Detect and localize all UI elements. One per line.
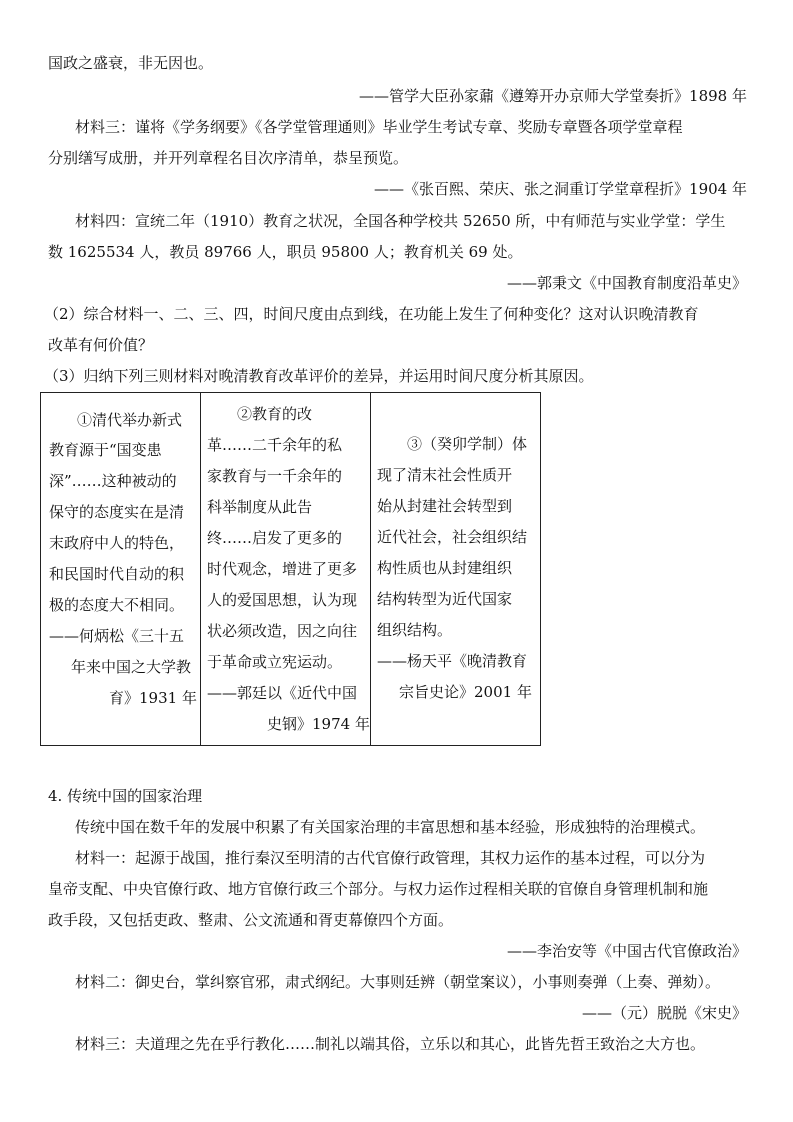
cell-line: 家教育与一千余年的 [207,467,343,485]
cell-line: 宗旨史论》2001 年 [399,683,532,701]
source-citation: ——郭秉文《中国教育制度沿革史》 [506,274,747,292]
cell-line: 和民国时代自动的积 [49,565,185,583]
cell-line: 革……二千余年的私 [207,436,343,454]
cell-line: 近代社会，社会组织结 [377,528,528,546]
source-citation: ——（元）脱脱《宋史》 [581,1004,747,1022]
cell-line: ②教育的改 [237,405,313,423]
material-one-line-2: 皇帝支配、中央官僚行政、地方官僚行政三个部分。与权力运作过程相关联的官僚自身管理机制和施 [48,880,709,898]
source-citation: ——《张百熙、荣庆、张之洞重订学堂章程折》1904 年 [374,180,747,198]
material-three: 材料三：夫道理之先在乎行教化……制礼以端其俗，立乐以和其心，此皆先哲王致治之大方也。 [75,1035,706,1053]
material-three-line-1: 材料三：谨将《学务纲要》《各学堂管理通则》毕业学生考试专章、奖励专章暨各项学堂章程 [75,118,683,136]
material-one-line-1: 材料一：起源于战国，推行秦汉至明清的古代官僚行政管理，其权力运作的基本过程，可以分为 [75,849,706,867]
paragraph-end: 国政之盛衰，非无因也。 [48,54,214,72]
cell-line: 末政府中人的特色， [49,534,185,552]
material-two: 材料二：御史台，掌纠察官邪，肃式纲纪。大事则廷辨（朝堂案议），小事则奏弹（上奏、弹劾）。 [75,973,721,991]
cell-line: 深”……这种被动的 [49,472,177,490]
cell-line: 人的爱国思想，认为现 [207,591,358,609]
cell-line: 现了清末社会性质开 [377,466,513,484]
cell-line: ③（癸卯学制）体 [407,435,528,453]
material-four-line-2: 数 1625534 人，教员 89766 人，职员 95800 人；教育机关 69 处。 [48,243,523,261]
material-one-line-3: 政手段，又包括吏政、整肃、公文流通和胥吏幕僚四个方面。 [48,911,454,929]
cell-line: 始从封建社会转型到 [377,497,513,515]
cell-line: 史钢》1974 年 [267,715,370,733]
question-2-line-1: （2）综合材料一、二、三、四，时间尺度由点到线，在功能上发生了何种变化？这对认识晚清教育 [44,305,699,323]
cell-line: 教育源于“国变患 [49,441,162,459]
table-cell-2 [201,393,371,746]
source-citation: ——管学大臣孙家鼐《遵筹开办京师大学堂奏折》1898 年 [359,87,747,105]
cell-line: ①清代举办新式 [77,411,183,429]
cell-line: 年来中国之大学教 [71,658,192,676]
section-4-intro: 传统中国在数千年的发展中积累了有关国家治理的丰富思想和基本经验，形成独特的治理模式。 [75,818,706,836]
cell-line: 时代观念，增进了更多 [207,560,358,578]
material-three-line-2: 分别缮写成册，并开列章程名目次序清单，恭呈预览。 [48,149,409,167]
cell-line: 组织结构。 [377,621,453,639]
cell-line: 极的态度大不相同。 [49,596,185,614]
cell-line: 状必须改造，因之向往 [207,622,358,640]
cell-line: ——杨天平《晚清教育 [377,652,528,670]
cell-line: 构性质也从封建组织 [377,559,513,577]
table-cell-3 [371,393,541,746]
cell-line: 结构转型为近代国家 [377,590,513,608]
comparison-table [40,392,541,746]
table-cell-1 [41,393,201,746]
cell-line: ——郭廷以《近代中国 [207,684,358,702]
cell-line: 科举制度从此告 [207,498,313,516]
material-four-line-1: 材料四：宣统二年（1910）教育之状况，全国各种学校共 52650 所，中有师范与实业学堂：学生 [75,212,726,230]
source-citation: ——李治安等《中国古代官僚政治》 [506,942,747,960]
cell-line: 终……启发了更多的 [207,529,343,547]
cell-line: 育》1931 年 [109,689,197,707]
cell-line: 于革命或立宪运动。 [207,653,343,671]
question-3: （3）归纳下列三则材料对晚清教育改革评价的差异，并运用时间尺度分析其原因。 [44,367,594,385]
question-2-line-2: 改革有何价值？ [48,336,154,354]
cell-line: 保守的态度实在是清 [49,503,185,521]
cell-line: ——何炳松《三十五 [49,627,185,645]
section-4-heading: 4. 传统中国的国家治理 [48,787,203,805]
